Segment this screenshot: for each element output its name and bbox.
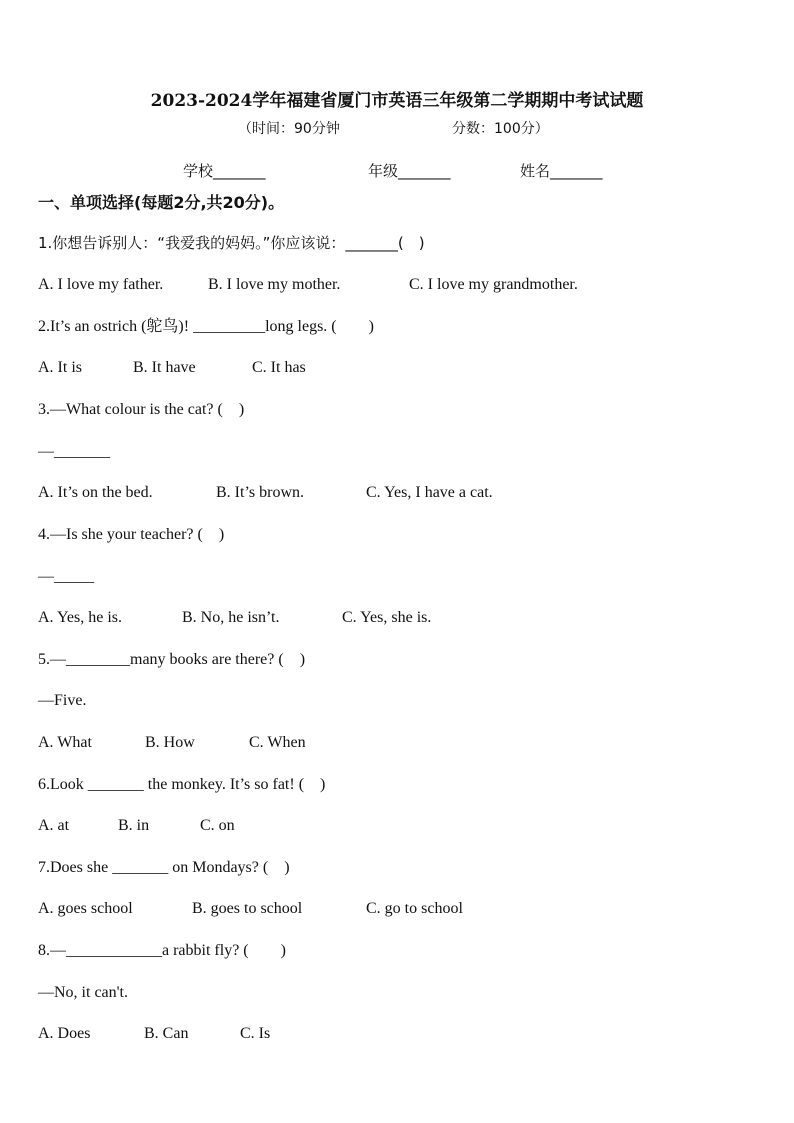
question-stem: 1.你想告诉别人：“我爱我的妈妈。”你应该说：_______( ) <box>38 234 425 252</box>
option-a: A. I love my father. <box>38 276 164 293</box>
options-row <box>38 483 493 503</box>
option-a: A. Yes, he is. <box>38 609 123 626</box>
options-row <box>38 1024 270 1044</box>
option-c: C. Yes, she is. <box>342 609 432 626</box>
exam-title: 2023-2024学年福建省厦门市英语三年级第二学期期中考试试题 <box>150 91 644 111</box>
question-stem: 6.Look _______ the monkey. It’s so fat! ( ) <box>38 776 326 793</box>
option-b: B. goes to school <box>192 900 303 917</box>
options-row <box>38 816 235 836</box>
options-row <box>38 608 431 628</box>
option-a: A. Does <box>38 1025 91 1042</box>
section-heading: 一、单项选择(每题2分,共20分)。 <box>38 193 285 212</box>
question-stem: 3.—What colour is the cat? ( ) <box>38 401 245 418</box>
option-b: B. It’s brown. <box>216 484 304 501</box>
question-stem: 5.—________many books are there? ( ) <box>38 651 306 668</box>
answer-line: —_______ <box>38 443 110 460</box>
options-row <box>38 733 306 753</box>
option-c: C. on <box>200 817 235 834</box>
option-b: B. It have <box>133 359 196 376</box>
option-b: B. No, he isn’t. <box>182 609 280 626</box>
answer-line: —Five. <box>38 692 87 709</box>
option-c: C. Yes, I have a cat. <box>366 484 493 501</box>
option-b: B. I love my mother. <box>208 276 341 293</box>
grade-field: 年级_______ <box>368 162 451 180</box>
option-c: C. I love my grandmother. <box>409 276 578 293</box>
option-a: A. at <box>38 817 70 834</box>
school-field: 学校_______ <box>183 162 266 180</box>
option-a: A. It’s on the bed. <box>38 484 153 501</box>
question-stem: 2.It’s an ostrich (鸵鸟)! _________long legs. ( ) <box>38 318 374 335</box>
question-stem: 8.—____________a rabbit fly? ( ) <box>38 942 286 959</box>
exam-time: （时间：90分钟 <box>238 121 340 137</box>
option-b: B. How <box>145 734 195 751</box>
option-c: C. Is <box>240 1025 271 1042</box>
option-a: A. goes school <box>38 900 133 917</box>
question-stem: 4.—Is she your teacher? ( ) <box>38 526 225 543</box>
answer-line: —_____ <box>38 568 94 585</box>
option-c: C. It has <box>252 359 306 376</box>
exam-score: 分数：100分） <box>452 121 549 137</box>
options-row <box>38 899 463 919</box>
option-a: A. What <box>38 734 92 751</box>
option-a: A. It is <box>38 359 82 376</box>
option-b: B. Can <box>144 1025 189 1042</box>
options-row <box>38 358 306 378</box>
option-c: C. When <box>249 734 306 751</box>
option-b: B. in <box>118 817 150 834</box>
option-c: C. go to school <box>366 900 463 917</box>
answer-line: —No, it can't. <box>38 984 128 1001</box>
question-stem: 7.Does she _______ on Mondays? ( ) <box>38 859 290 876</box>
name-field: 姓名_______ <box>520 162 603 180</box>
options-row <box>38 275 578 295</box>
